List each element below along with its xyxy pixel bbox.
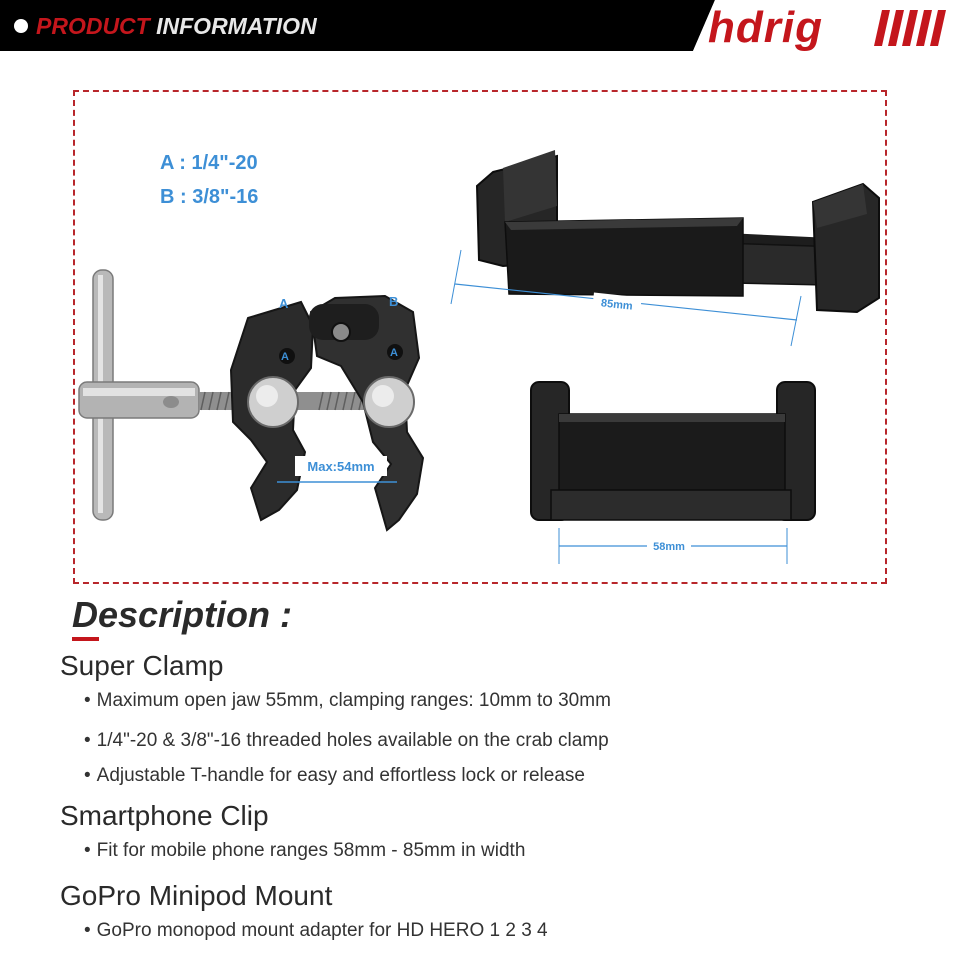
description-heading: Description : — [72, 594, 293, 635]
list-item: • Adjustable T-handle for easy and effortless lock or release — [84, 765, 585, 787]
smartphone-clip-large-image — [451, 150, 879, 346]
header-title — [14, 11, 317, 41]
clip-58mm-label: 58mm — [653, 541, 685, 553]
super-clamp-image — [79, 270, 423, 530]
section-title-super-clamp: Super Clamp — [60, 650, 224, 681]
thread-spec-b: B : 3/8"-16 — [160, 186, 259, 208]
bullet-dot-icon — [14, 19, 28, 33]
section-title-gopro-minipod-mount: GoPro Minipod Mount — [60, 880, 333, 911]
list-item: • 1/4"-20 & 3/8"-16 threaded holes available on the crab clamp — [84, 730, 609, 752]
hole-label-a-top: A — [279, 296, 289, 311]
header-title-word-product: PRODUCT — [36, 13, 150, 39]
list-item: • GoPro monopod mount adapter for HD HERO 1 2 3 4 — [84, 920, 548, 942]
max-jaw-label: Max:54mm — [307, 459, 375, 474]
thread-spec-a: A : 1/4"-20 — [160, 152, 258, 174]
header-banner — [0, 0, 960, 51]
smartphone-clip-small-image — [531, 382, 815, 564]
thread-spec-labels — [160, 146, 258, 214]
clip-85mm-label: 85mm — [600, 297, 634, 313]
logo-wordmark: hdrig — [708, 3, 823, 51]
hole-label-b-top: B — [389, 294, 399, 309]
list-item: • Fit for mobile phone ranges 58mm - 85mm in width — [84, 840, 525, 862]
list-item: • Maximum open jaw 55mm, clamping ranges: 10mm to 30mm — [84, 690, 611, 712]
header-title-word-information: INFORMATION — [156, 13, 317, 39]
hole-label-a-right: A — [390, 347, 398, 359]
description-heading-underline — [72, 637, 99, 641]
section-title-smartphone-clip: Smartphone Clip — [60, 800, 269, 831]
hole-label-a-left: A — [281, 351, 289, 363]
hdrig-logo — [700, 0, 960, 51]
